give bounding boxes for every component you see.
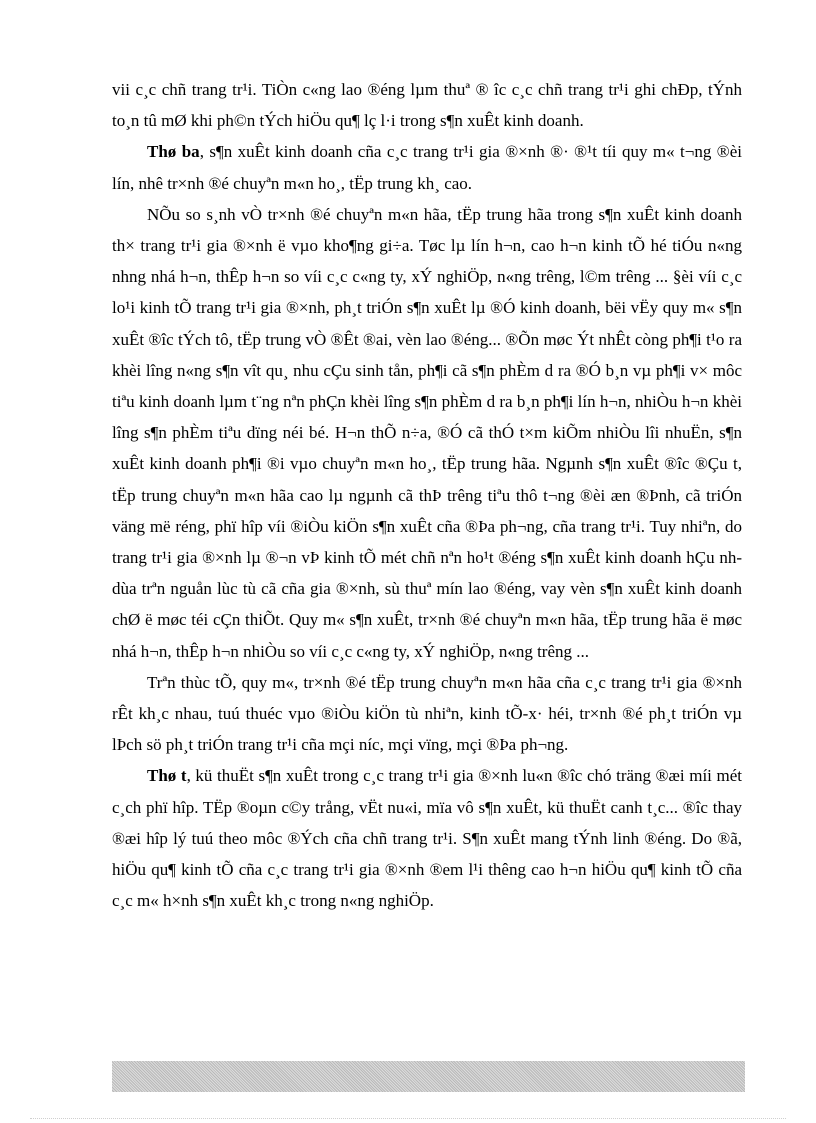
paragraph-2-label: Thø ba — [147, 142, 200, 162]
footer-bar — [112, 1061, 745, 1092]
paragraph-2-text: , s¶n xuÊt kinh doanh cña c¸c trang tr¹i gia ®×nh ®· ®¹t tíi quy m« t¬ng ®èi lín, nhê tr×nh ®é chuyªn m«n ho¸, tËp trung kh¸ cao. — [112, 142, 742, 193]
paragraph-4: Trªn thùc tÕ, quy m«, tr×nh ®é tËp trung chuyªn m«n hãa cña c¸c trang tr¹i gia ®×nh rÊt kh¸c nhau, tuú thuéc vµo ®iÒu kiÖn tù nhiªn, kinh tÕ-x· héi, tr×nh ®é ph¸t triÓn vµ lÞch sö ph¸t triÓn trang tr¹i cña mçi níc, mçi vïng, mçi ®Þa ph¬ng. — [112, 672, 742, 755]
body-text — [112, 74, 742, 916]
paragraph-5-label: Thø t — [147, 766, 187, 786]
paragraph-3: NÕu so s¸nh vÒ tr×nh ®é chuyªn m«n hãa, tËp trung hãa trong s¶n xuÊt kinh doanh th× trang tr¹i gia ®×nh ë vµo kho¶ng gi÷a. Tøc lµ lín h¬n, cao h¬n kinh tÕ hé tiÓu n«ng nhng nhá h¬n, thÊp h¬n so víi c¸c c«ng ty, xÝ nghiÖp, n«ng trêng, l©m trêng ... §èi víi c¸c lo¹i kinh tÕ trang tr¹i gia ®×nh, ph¸t triÓn s¶n xuÊt lµ ®Ó kinh doanh, bëi vËy quy m« s¶n xuÊt ®îc tÝch tô, tËp trung vÒ ®Êt ®ai, vèn lao ®éng... ®Õn møc Ýt nhÊt còng ph¶i t¹o ra khèi lîng n«ng s¶n vît qu¸ nhu cÇu sinh tån, ph¶i cã s¶n phÈm d ra ®Ó b¸n vµ ph¶i v× môc tiªu kinh doanh lµm t¨ng nªn phÇn khèi lîng s¶n phÈm d ra b¸n ph¶i lín h¬n, nhiÒu h¬n khèi lîng s¶n phÈm tiªu dïng néi bé. H¬n thÕ n÷a, ®Ó cã thÓ t×m kiÕm nhiÒu lîi nhuËn, s¶n xuÊt kinh doanh ph¶i ®i vµo chuyªn m«n ho¸, tËp trung hãa. Ngµnh s¶n xuÊt ®îc ®Çu t, tËp trung chuyªn m«n hãa cao lµ ngµnh cã thÞ trêng tiªu thô t¬ng ®èi æn ®Þnh, cã triÓn väng më réng, phï hîp víi ®iÒu kiÖn s¶n xuÊt cña ®Þa ph¬ng, cña trang tr¹i. Tuy nhiªn, do trang tr¹i gia ®×nh lµ ®¬n vÞ kinh tÕ mét chñ nªn ho¹t ®éng s¶n xuÊt kinh doanh hÇu nh dùa trªn nguån lùc tù cã cña gia ®×nh, sù thuª mín lao ®éng, vay vèn s¶n xuÊt kinh doanh chØ ë møc téi cÇn thiÕt. Quy m« s¶n xuÊt, tr×nh ®é chuyªn m«n hãa, tËp trung hãa ë møc nhá h¬n, thÊp h¬n nhiÒu so víi c¸c c«ng ty, xÝ nghiÖp, n«ng trêng ... — [112, 204, 742, 661]
bottom-divider — [30, 1118, 786, 1119]
paragraph-5 — [112, 760, 742, 916]
paragraph-2 — [112, 136, 742, 198]
paragraph-1: vii c¸c chñ trang tr¹i. TiÒn c«ng lao ®éng lµm thuª ® îc c¸c chñ trang tr¹i ghi chÐp, tÝnh to¸n tû mØ khi ph©n tÝch hiÖu qu¶ lç l·i trong s¶n xuÊt kinh doanh. — [112, 80, 742, 131]
paragraph-5-text: , kü thuËt s¶n xuÊt trong c¸c trang tr¹i gia ®×nh lu«n ®îc chó träng ®æi míi mét c¸ch phï hîp. TËp ®oµn c©y trång, vËt nu«i, mïa vô s¶n xuÊt, kü thuËt canh t¸c... ®îc thay ®æi hîp lý tuú theo môc ®Ých cña chñ trang tr¹i. S¶n xuÊt mang tÝnh linh ®éng. Do ®ã, hiÖu qu¶ kinh tÕ cña c¸c trang tr¹i gia ®×nh ®em l¹i thêng cao h¬n hiÖu qu¶ kinh tÕ cña c¸c m« h×nh s¶n xuÊt kh¸c trong n«ng nghiÖp. — [112, 766, 742, 911]
